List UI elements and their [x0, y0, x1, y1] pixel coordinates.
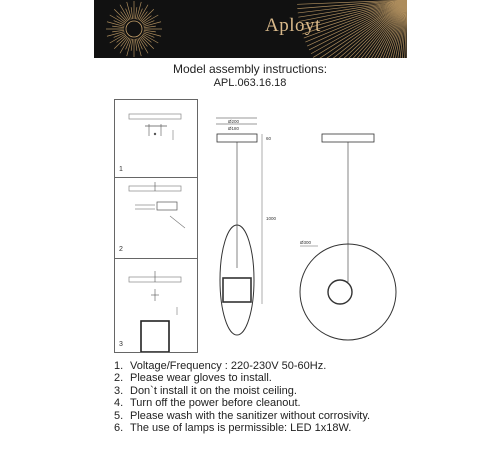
instruction-item: 3. Don`t install it on the moist ceiling. — [114, 384, 297, 397]
instruction-item: 4. Turn off the power before cleanout. — [114, 397, 301, 410]
instruction-item: 1. Voltage/Frequency : 220-230V 50-60Hz. — [114, 360, 327, 372]
brand-name: Aployt — [265, 15, 321, 36]
step-number: 3 — [119, 341, 123, 348]
brand-banner — [94, 0, 407, 58]
step-number: 1 — [119, 166, 123, 173]
instructions-list — [114, 360, 370, 434]
document-title: Model assembly instructions: — [172, 62, 328, 76]
dimension-canopy-height: 60 — [266, 136, 272, 141]
instruction-item: 5. Please wash with the sanitizer without corrosivity. — [114, 409, 371, 422]
instruction-item: 6. The use of lamps is permissible: LED 1x18W. — [114, 422, 352, 435]
side-view-drawing — [300, 134, 396, 340]
step-3-panel — [115, 259, 197, 352]
dimension-inner-width: Ø180 — [228, 126, 240, 131]
lamp-hanging-drawing-icon — [115, 259, 197, 352]
sunburst-logo-icon — [94, 0, 407, 58]
dimension-ring-diameter: Ø300 — [300, 240, 312, 245]
dimension-outer-width: Ø200 — [228, 119, 240, 124]
dimension-drop-height: 1000 — [266, 216, 277, 221]
bracket-fixing-drawing-icon — [115, 178, 197, 258]
front-view-drawing — [216, 118, 262, 335]
technical-drawing — [200, 110, 400, 350]
ceiling-mount-drawing-icon — [115, 100, 197, 177]
step-2-panel — [115, 178, 197, 259]
step-1-panel — [115, 100, 197, 178]
model-code: APL.063.16.18 — [213, 77, 287, 89]
installation-steps-panel — [114, 99, 198, 353]
instruction-item: 2. Please wear gloves to install. — [114, 372, 272, 385]
step-number: 2 — [119, 246, 123, 253]
